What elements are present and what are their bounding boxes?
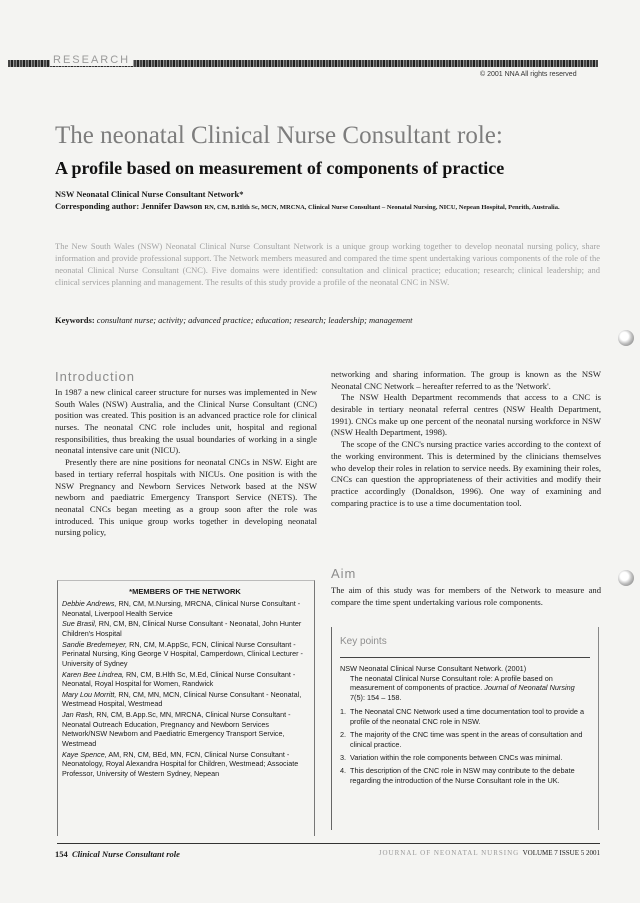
member-entry bbox=[62, 670, 308, 689]
key-points-list bbox=[340, 707, 590, 785]
item-number: 1. bbox=[340, 707, 347, 717]
copyright-notice: © 2001 NNA All rights reserved bbox=[480, 71, 577, 78]
issue-info: VOLUME 7 ISSUE 5 2001 bbox=[522, 849, 600, 857]
list-item bbox=[340, 730, 590, 750]
abstract: The New South Wales (NSW) Neonatal Clinical Nurse Consultant Network is a unique group working together to develop neonatal nursing policy, share information and provide professional support. The Network members measured and compared the time spent undertaking various components of the role of the neonatal Clinical Nurse Consultant (CNC). Five domains were identified: consultation and clinical practice; education; research; clinical leadership; and clinical services planning and management. The results of this study provide a profile of the neonatal CNC in NSW. bbox=[55, 241, 600, 288]
list-item bbox=[340, 753, 590, 763]
members-box bbox=[57, 580, 315, 836]
members-heading: *MEMBERS OF THE NETWORK bbox=[129, 587, 241, 596]
author-network: NSW Neonatal Clinical Nurse Consultant Network* bbox=[55, 189, 244, 199]
item-text: Variation within the role components between CNCs was minimal. bbox=[350, 752, 563, 762]
item-number: 4. bbox=[340, 765, 347, 775]
key-points-citation bbox=[340, 664, 590, 704]
paragraph: networking and sharing information. The group is known as the NSW Neonatal CNC Network – hereafter referred to as the 'Network'. bbox=[331, 369, 601, 391]
item-number: 2. bbox=[340, 730, 347, 740]
footer-right bbox=[330, 849, 600, 857]
member-name: Mary Lou Morritt, bbox=[62, 689, 117, 699]
member-name: Jan Rash, bbox=[62, 710, 95, 720]
paragraph: The aim of this study was for members of the Network to measure and compare the time spent undertaking various role components. bbox=[331, 585, 601, 607]
journal-name: JOURNAL OF NEONATAL NURSING bbox=[378, 849, 520, 857]
keywords-label: Keywords: bbox=[55, 315, 95, 325]
member-entry bbox=[62, 599, 308, 618]
item-text: The majority of the CNC time was spent in the areas of consultation and clinical practice. bbox=[350, 730, 583, 750]
right-column-text bbox=[331, 369, 601, 509]
member-name: Debbie Andrews, bbox=[62, 599, 117, 609]
punch-hole-icon bbox=[618, 570, 634, 586]
member-name: Sue Brasil, bbox=[62, 619, 97, 629]
punch-hole-icon bbox=[618, 330, 634, 346]
member-detail: AM, RN, CM, BEd, MN, FCN, Clinical Nurse Consultant - Neonatology, Royal Alexandra Hospital for Children, Westmead; Associate Professor, University of Western Sydney, Nepean bbox=[62, 749, 299, 778]
member-name: Karen Bee Lindrea, bbox=[62, 669, 124, 679]
member-detail: RN, CM, M.AppSc, FCN, Clinical Nurse Consultant - Perinatal Nursing, King George V Hospital, Camperdown, Clinical Lecturer - University of Sydney bbox=[62, 639, 303, 668]
section-label: RESEARCH bbox=[50, 54, 133, 66]
member-entry bbox=[62, 690, 308, 709]
article-title: The neonatal Clinical Nurse Consultant role: bbox=[55, 122, 503, 149]
list-item bbox=[340, 707, 590, 727]
item-text: The Neonatal CNC Network used a time documentation tool to provide a profile of the neonatal CNC role in NSW. bbox=[350, 707, 585, 727]
citation-title: The neonatal Clinical Nurse Consultant role: A profile based on measurement of components of practice. bbox=[350, 673, 553, 693]
member-detail: RN, CM, B.Hlth Sc, M.Ed, Clinical Nurse Consultant - Neonatal, Royal Hospital for Women, Randwick bbox=[62, 669, 296, 689]
article-subtitle: A profile based on measurement of components of practice bbox=[55, 158, 505, 178]
key-points-box bbox=[331, 627, 599, 830]
introduction-heading: Introduction bbox=[55, 369, 135, 384]
member-detail: RN, CM, M.Nursing, MRCNA, Clinical Nurse Consultant - Neonatal, Liverpool Health Service bbox=[62, 599, 301, 618]
member-entry bbox=[62, 619, 308, 638]
citation-journal: Journal of Neonatal Nursing bbox=[484, 683, 575, 693]
keywords-list: consultant nurse; activity; advanced practice; education; research; leadership; management bbox=[96, 315, 413, 325]
paragraph: In 1987 a new clinical career structure for nurses was implemented in New South Wales (NSW) Australia, and the Clinical Nurse Consultant (CNC) position was created. This position is an advanced practice role for clinical nurses. The neonatal CNC role includes unit, hospital and regional responsibilities, thus breaking the usual boundaries of working in a single neonatal intensive care unit (NICU). bbox=[55, 387, 317, 456]
corresponding-author-detail: RN, CM, B.Hlth Sc, MCN, MRCNA, Clinical Nurse Consultant – Neonatal Nursing, NICU, Nepean Hospital, Penrith, Australia. bbox=[204, 204, 560, 211]
corresponding-author-label: Corresponding author: Jennifer Dawson bbox=[55, 201, 203, 211]
paragraph: The NSW Health Department recommends that access to a CNC is desirable in tertiary neonatal referral centres (NSW Health Department, 1991). CNCs make up one percent of the neonatal nursing workforce in NSW (NSW Health Department, 1998). bbox=[331, 392, 601, 438]
corresponding-author bbox=[55, 201, 600, 213]
aim-text bbox=[331, 585, 601, 608]
citation-detail bbox=[340, 674, 590, 704]
introduction-text bbox=[55, 387, 317, 539]
member-name: Sandie Bredemeyer, bbox=[62, 639, 128, 649]
list-item bbox=[340, 766, 590, 786]
paragraph: Presently there are nine positions for neonatal CNCs in NSW. Eight are based in tertiary referral hospitals with NICUs. One position is with the NSW Pregnancy and Newborn Services Network based at the NSW newborn and paediatric Emergency Transport Service (NETS). The neonatal CNCs began meeting as a group soon after the role was introduced. This unique group works together in developing neonatal nursing policy, bbox=[55, 457, 317, 538]
key-points-label: Key points bbox=[340, 636, 387, 647]
citation-volume: 7(5): 154 – 158. bbox=[350, 693, 402, 703]
member-detail: RN, CM, BN, Clinical Nurse Consultant - Neonatal, John Hunter Children's Hospital bbox=[62, 619, 302, 638]
member-detail: RN, CM, B.App.Sc, MN, MRCNA, Clinical Nurse Consultant - Neonatal Outreach Education, Pregnancy and Newborn Services Network/NSW Newborn and Paediatric Emergency Transport Service, Westmead bbox=[62, 710, 291, 749]
keywords bbox=[55, 315, 600, 325]
item-number: 3. bbox=[340, 752, 347, 762]
running-title: Clinical Nurse Consultant role bbox=[72, 849, 180, 859]
paragraph: The scope of the CNC's nursing practice varies according to the context of the working environment. This is determined by the clinicians themselves who develop their roles in relation to service needs. By examining their roles, CNCs can question the appropriateness of their activities and modify their practice accordingly (Donaldson, 1996). One way of examining and comparing practice is to use a time documentation tool. bbox=[331, 439, 601, 508]
member-entry bbox=[62, 710, 308, 749]
item-text: This description of the CNC role in NSW may contribute to the debate regarding the introduction of the Nurse Consultant role in the UK. bbox=[350, 765, 575, 785]
footer-rule bbox=[57, 843, 600, 844]
divider bbox=[340, 657, 590, 658]
aim-heading: Aim bbox=[331, 566, 357, 581]
member-entry bbox=[62, 640, 308, 669]
citation-source: NSW Neonatal Clinical Nurse Consultant Network. (2001) bbox=[340, 663, 527, 673]
page-number: 154 bbox=[55, 849, 68, 859]
member-detail: RN, CM, MN, MCN, Clinical Nurse Consultant - Neonatal, Westmead Hospital, Westmead bbox=[62, 689, 302, 709]
member-name: Kaye Spence, bbox=[62, 749, 107, 759]
member-entry bbox=[62, 750, 308, 779]
footer-left bbox=[55, 849, 180, 859]
